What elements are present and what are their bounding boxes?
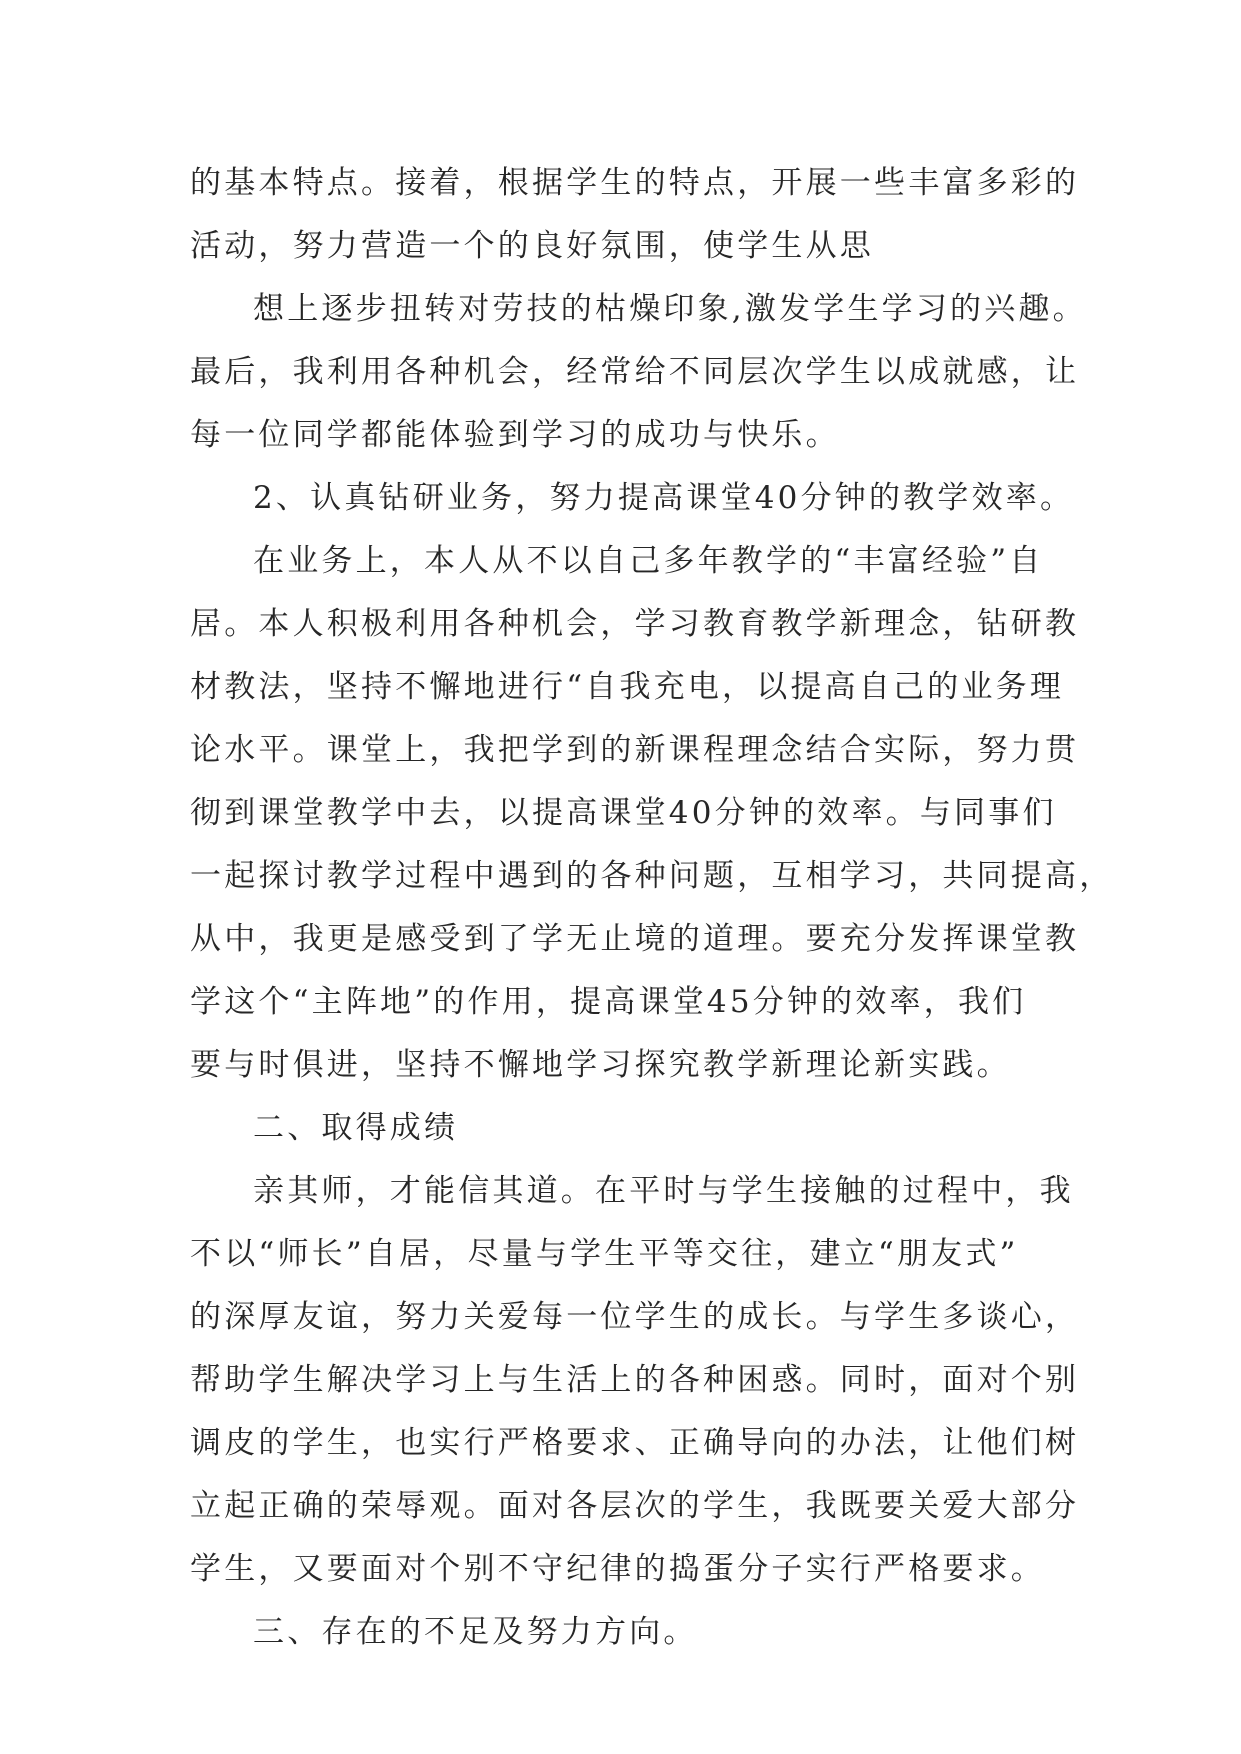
text-line: 要与时俱进，坚持不懈地学习探究教学新理论新实践。 [190, 1047, 1011, 1083]
text-line: 每一位同学都能体验到学习的成功与快乐。 [190, 417, 840, 453]
text-line: 帮助学生解决学习上与生活上的各种困惑。同时，面对个别 [190, 1362, 1080, 1398]
text-line: 学这个“主阵地”的作用，提高课堂45分钟的效率，我们 [190, 984, 1027, 1020]
text-line: 材教法，坚持不懈地进行“自我充电，以提高自己的业务理 [190, 669, 1065, 705]
text-line: 彻到课堂教学中去，以提高课堂40分钟的效率。与同事们 [190, 795, 1057, 831]
text-line: 2、认真钻研业务，努力提高课堂40分钟的教学效率。 [253, 480, 1075, 516]
text-line: 的基本特点。接着，根据学生的特点，开展一些丰富多彩的 [190, 165, 1080, 201]
text-line: 从中，我更是感受到了学无止境的道理。要充分发挥课堂教 [190, 921, 1080, 957]
text-line: 一起探讨教学过程中遇到的各种问题，互相学习，共同提高， [190, 858, 1114, 894]
text-line: 在业务上，本人从不以自己多年教学的“丰富经验”自 [253, 543, 1044, 579]
section-heading: 三、存在的不足及努力方向。 [253, 1614, 698, 1650]
text-line: 的深厚友谊，努力关爱每一位学生的成长。与学生多谈心， [190, 1299, 1080, 1335]
text-line: 想上逐步扭转对劳技的枯燥印象,激发学生学习的兴趣。 [253, 291, 1087, 327]
text-line: 论水平。课堂上，我把学到的新课程理念结合实际，努力贯 [190, 732, 1080, 768]
text-line: 居。本人积极利用各种机会，学习教育教学新理念，钻研教 [190, 606, 1080, 642]
text-line: 最后，我利用各种机会，经常给不同层次学生以成就感，让 [190, 354, 1080, 390]
text-line: 学生，又要面对个别不守纪律的捣蛋分子实行严格要求。 [190, 1551, 1045, 1587]
text-line: 立起正确的荣辱观。面对各层次的学生，我既要关爱大部分 [190, 1488, 1080, 1524]
section-heading: 二、取得成绩 [253, 1110, 459, 1146]
text-line: 活动，努力营造一个的良好氛围，使学生从思 [190, 228, 874, 264]
text-line: 亲其师，才能信其道。在平时与学生接触的过程中，我 [253, 1173, 1074, 1209]
text-line: 不以“师长”自居，尽量与学生平等交往，建立“朋友式” [190, 1236, 1019, 1272]
text-line: 调皮的学生，也实行严格要求、正确导向的办法，让他们树 [190, 1425, 1080, 1461]
